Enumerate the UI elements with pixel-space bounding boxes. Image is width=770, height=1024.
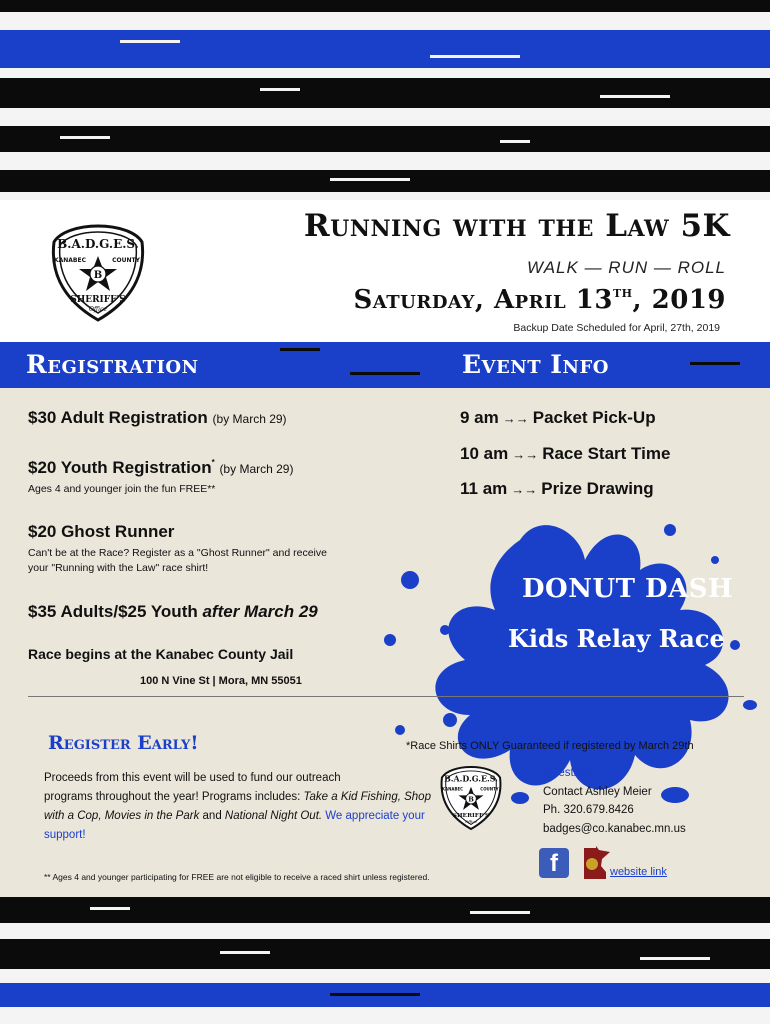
svg-text:COUNTY: COUNTY — [480, 786, 499, 792]
schedule-row-prize-drawing: 11 am →→ Prize Drawing — [460, 479, 654, 498]
ghost-runner: $20 Ghost Runner — [28, 522, 175, 541]
race-shirts-note: *Race Shirts ONLY Guaranteed if registered by March 29th — [406, 740, 694, 752]
top-flag-stripes — [0, 0, 770, 200]
svg-text:Office: Office — [89, 306, 107, 313]
contact-name: Contact Ashley Meier — [543, 785, 652, 798]
race-start-location: Race begins at the Kanabec County Jail — [28, 646, 294, 662]
proceeds-paragraph: Proceeds from this event will be used to fund our outreach programs throughout the year! Programs includes: Take a Kid Fishing, Shop with a Cop, Movies in the Park and National Night Out. We appreciate your support! — [44, 772, 431, 841]
backup-date: Backup Date Scheduled for April, 27th, 2019 — [513, 322, 720, 334]
contact-phone[interactable]: Ph. 320.679.8426 — [543, 804, 634, 816]
event-title: Running with the Law 5K — [303, 208, 730, 244]
svg-text:SHERIFF'S: SHERIFF'S — [70, 295, 126, 305]
svg-text:B: B — [468, 795, 474, 804]
event-subtitle: WALK — RUN — ROLL — [526, 258, 726, 277]
title-area — [0, 200, 770, 342]
ghost-runner-description: Can't be at the Race? Register as a "Ghost Runner" and receive your "Running with the Law" race shirt! — [28, 547, 327, 574]
svg-text:SHERIFF'S: SHERIFF'S — [452, 812, 490, 820]
event-info-heading: Event Info — [462, 350, 609, 379]
contact-info — [543, 764, 686, 838]
race-address: 100 N Vine St | Mora, MN 55051 — [140, 675, 302, 687]
donut-dash-title: DONUT DASH — [522, 574, 734, 604]
svg-text:Office: Office — [465, 819, 477, 825]
svg-text:B.A.D.G.E.S.: B.A.D.G.E.S. — [57, 237, 139, 251]
youth-free-note: Ages 4 and younger join the fun FREE** — [28, 483, 216, 495]
late-registration: $35 Adults/$25 Youth after March 29 — [28, 602, 318, 621]
adult-registration: $30 Adult Registration (by March 29) — [28, 408, 287, 427]
registration-heading: Registration — [26, 350, 199, 379]
kids-relay-title: Kids Relay Race — [508, 624, 725, 653]
schedule-row-race-start: 10 am →→ Race Start Time — [460, 444, 671, 463]
minnesota-state-icon[interactable] — [582, 846, 612, 880]
bottom-flag-stripes — [0, 897, 770, 1024]
schedule-row-packet-pickup: 9 am →→ Packet Pick-Up — [460, 408, 656, 427]
youth-registration: $20 Youth Registration* (by March 29) — [28, 458, 294, 477]
facebook-icon[interactable]: f — [539, 848, 569, 878]
svg-text:KANABEC: KANABEC — [53, 257, 87, 264]
section-divider — [28, 696, 744, 697]
svg-text:COUNTY: COUNTY — [112, 257, 140, 264]
website-link[interactable]: website link — [610, 866, 667, 878]
svg-text:B: B — [93, 270, 103, 281]
contact-email[interactable]: badges@co.kanabec.mn.us — [543, 822, 686, 835]
section-header-bar — [0, 342, 770, 388]
svg-text:KANABEC: KANABEC — [441, 786, 464, 792]
sheriff-badge-logo — [48, 222, 148, 324]
svg-text:B.A.D.G.E.S.: B.A.D.G.E.S. — [444, 774, 498, 784]
sheriff-badge-logo-small — [438, 764, 504, 832]
register-early-heading: Register Early! — [48, 732, 199, 754]
event-date: Saturday, April 13th, 2019 — [353, 282, 726, 315]
main-content — [0, 388, 770, 897]
questions-label: Questions? — [543, 767, 602, 779]
free-eligibility-note: ** Ages 4 and younger participating for FREE are not eligible to receive a raced shirt unless registered. — [44, 872, 430, 882]
